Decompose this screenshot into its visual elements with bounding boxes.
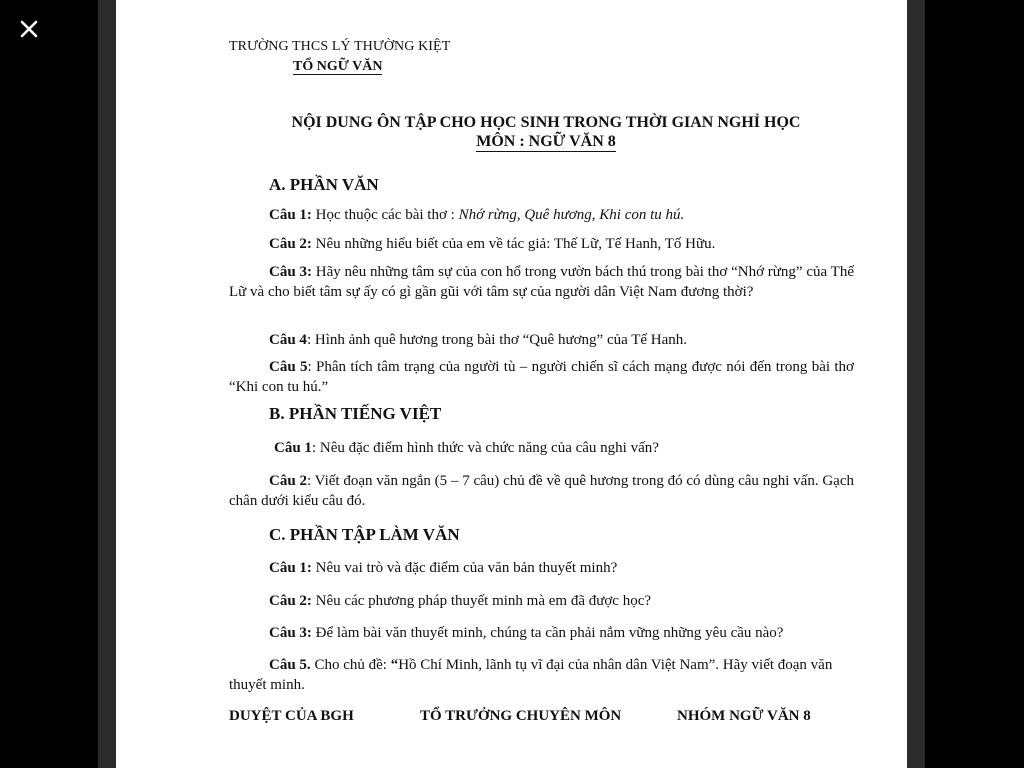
close-button[interactable] <box>14 14 44 44</box>
signature-literature-group: NHÓM NGỮ VĂN 8 <box>677 708 811 724</box>
question-a2: Câu 2: Nêu những hiểu biết của em về tác giả: Thế Lữ, Tế Hanh, Tố Hữu. <box>269 236 716 252</box>
question-c3: Câu 3: Để làm bài văn thuyết minh, chúng ta cần phải nắm vững những yêu cầu nào? <box>269 625 784 641</box>
signature-head-of-department: TỔ TRƯỞNG CHUYÊN MÔN <box>420 708 622 724</box>
section-heading-a: A. PHẦN VĂN <box>269 175 379 194</box>
question-a4: Câu 4: Hình ảnh quê hương trong bài thơ “Quê hương” của Tế Hanh. <box>269 332 688 348</box>
question-c5: Câu 5. Cho chủ đề: “Hồ Chí Minh, lãnh tụ vĩ đại của nhân dân Việt Nam”. Hãy viết đoạn văn thuyết minh. <box>229 657 833 693</box>
section-heading-b: B. PHẦN TIẾNG VIỆT <box>269 404 442 423</box>
question-a1: Câu 1: Học thuộc các bài thơ : Nhớ rừng, Quê hương, Khi con tu hú. <box>269 207 685 223</box>
school-name: TRƯỜNG THCS LÝ THƯỜNG KIỆT <box>229 39 451 54</box>
department-name: TỔ NGỮ VĂN <box>293 59 383 74</box>
document-subject: MÔN : NGỮ VĂN 8 <box>476 133 616 150</box>
question-a3: Câu 3: Hãy nêu những tâm sự của con hổ trong vườn bách thú trong bài thơ “Nhớ rừng” của Thế Lữ và cho biết tâm sự ấy có gì gần gũi với tâm sự của người dân Việt Nam đương thời? <box>229 264 855 300</box>
question-b1: Câu 1: Nêu đặc điểm hình thức và chức năng của câu nghi vấn? <box>274 440 659 456</box>
close-icon <box>20 20 38 38</box>
viewer-gutter-right <box>907 0 925 768</box>
signature-principal: DUYỆT CỦA BGH <box>229 708 354 724</box>
question-b2: Câu 2: Viết đoạn văn ngắn (5 – 7 câu) chủ đề về quê hương trong đó có dùng câu nghi vấn. Gạch chân dưới kiểu câu đó. <box>229 473 854 509</box>
document-page <box>116 0 907 768</box>
section-heading-c: C. PHẦN TẬP LÀM VĂN <box>269 525 460 544</box>
question-c1: Câu 1: Nêu vai trò và đặc điểm của văn bản thuyết minh? <box>269 560 618 576</box>
question-c2: Câu 2: Nêu các phương pháp thuyết minh mà em đã được học? <box>269 593 652 609</box>
viewer-gutter-left <box>98 0 116 768</box>
question-a5: Câu 5: Phân tích tâm trạng của người tù – người chiến sĩ cách mạng được nói đến trong bài thơ “Khi con tu hú.” <box>229 359 854 395</box>
document-title: NỘI DUNG ÔN TẬP CHO HỌC SINH TRONG THỜI GIAN NGHỈ HỌC <box>291 114 801 131</box>
